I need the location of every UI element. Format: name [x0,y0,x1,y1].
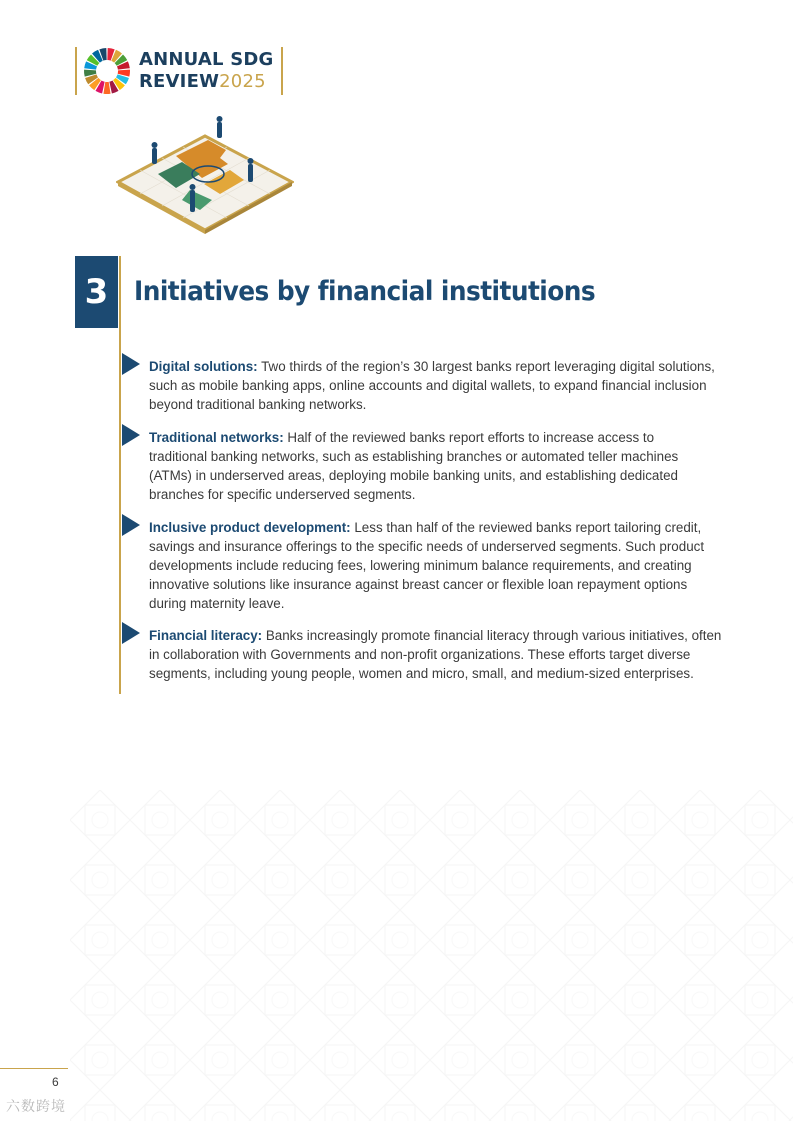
bullet-arrow-icon [122,622,140,644]
bullet-item-traditional-networks [149,428,697,504]
sdg-review-logo [75,47,283,95]
logo-divider-left [75,47,77,95]
bullet-text: Banks increasingly promote financial literacy through various initiatives, often in collaboration with Governments and non-profit organizations. These efforts target diverse segments, including young people, women and micro, small, and medium-sized enterprises. [149,628,722,681]
bullet-item-inclusive-product-development [149,518,724,613]
bullet-text: Two thirds of the region’s 30 largest banks report leveraging digital solutions, such as mobile banking apps, online accounts and digital wallets, to expand financial inclusion beyond traditional banking networks. [149,359,715,412]
section-number-badge: 3 [75,256,118,328]
bullet-lead: Digital solutions: [149,359,258,374]
bullet-lead: Inclusive product development: [149,520,351,535]
footer-rule [0,1068,68,1069]
bullet-arrow-icon [122,514,140,536]
bullet-text: Less than half of the reviewed banks report tailoring credit, savings and insurance offerings to the specific needs of underserved segments. Such product developments include reducing fees, lowering minimum balance requirements, and creating innovative solutions like insurance against breast cancer or flexible loan repayment options during maternity leave. [149,520,705,611]
background-geometric-pattern [70,790,793,1121]
section-divider-line [119,256,121,694]
section-title: Initiatives by financial institutions [134,276,596,307]
logo-text [139,49,273,93]
watermark-text: 六数跨境 [6,1098,66,1114]
logo-divider-right [281,47,283,95]
logo-year: 2025 [219,71,266,92]
bullet-lead: Financial literacy: [149,628,263,643]
bullet-arrow-icon [122,353,140,375]
page-number: 6 [52,1075,59,1089]
sdg-wheel-icon [83,47,131,95]
bullet-arrow-icon [122,424,140,446]
bullet-lead: Traditional networks: [149,430,284,445]
bullet-item-digital-solutions [149,357,724,414]
logo-line2 [139,71,273,93]
bullet-item-financial-literacy [149,626,724,683]
logo-line1: ANNUAL SDG [139,49,274,70]
bullet-text: Half of the reviewed banks report efforts to increase access to traditional banking networks, such as establishing branches or automated teller machines (ATMs) in underserved areas, deploying mobile banking units, and establishing dedicated branches for specific underserved segments. [149,430,679,502]
logo-review: REVIEW [139,71,220,92]
sdg-wheel-segment [103,82,110,94]
puzzle-team-illustration [116,112,294,234]
